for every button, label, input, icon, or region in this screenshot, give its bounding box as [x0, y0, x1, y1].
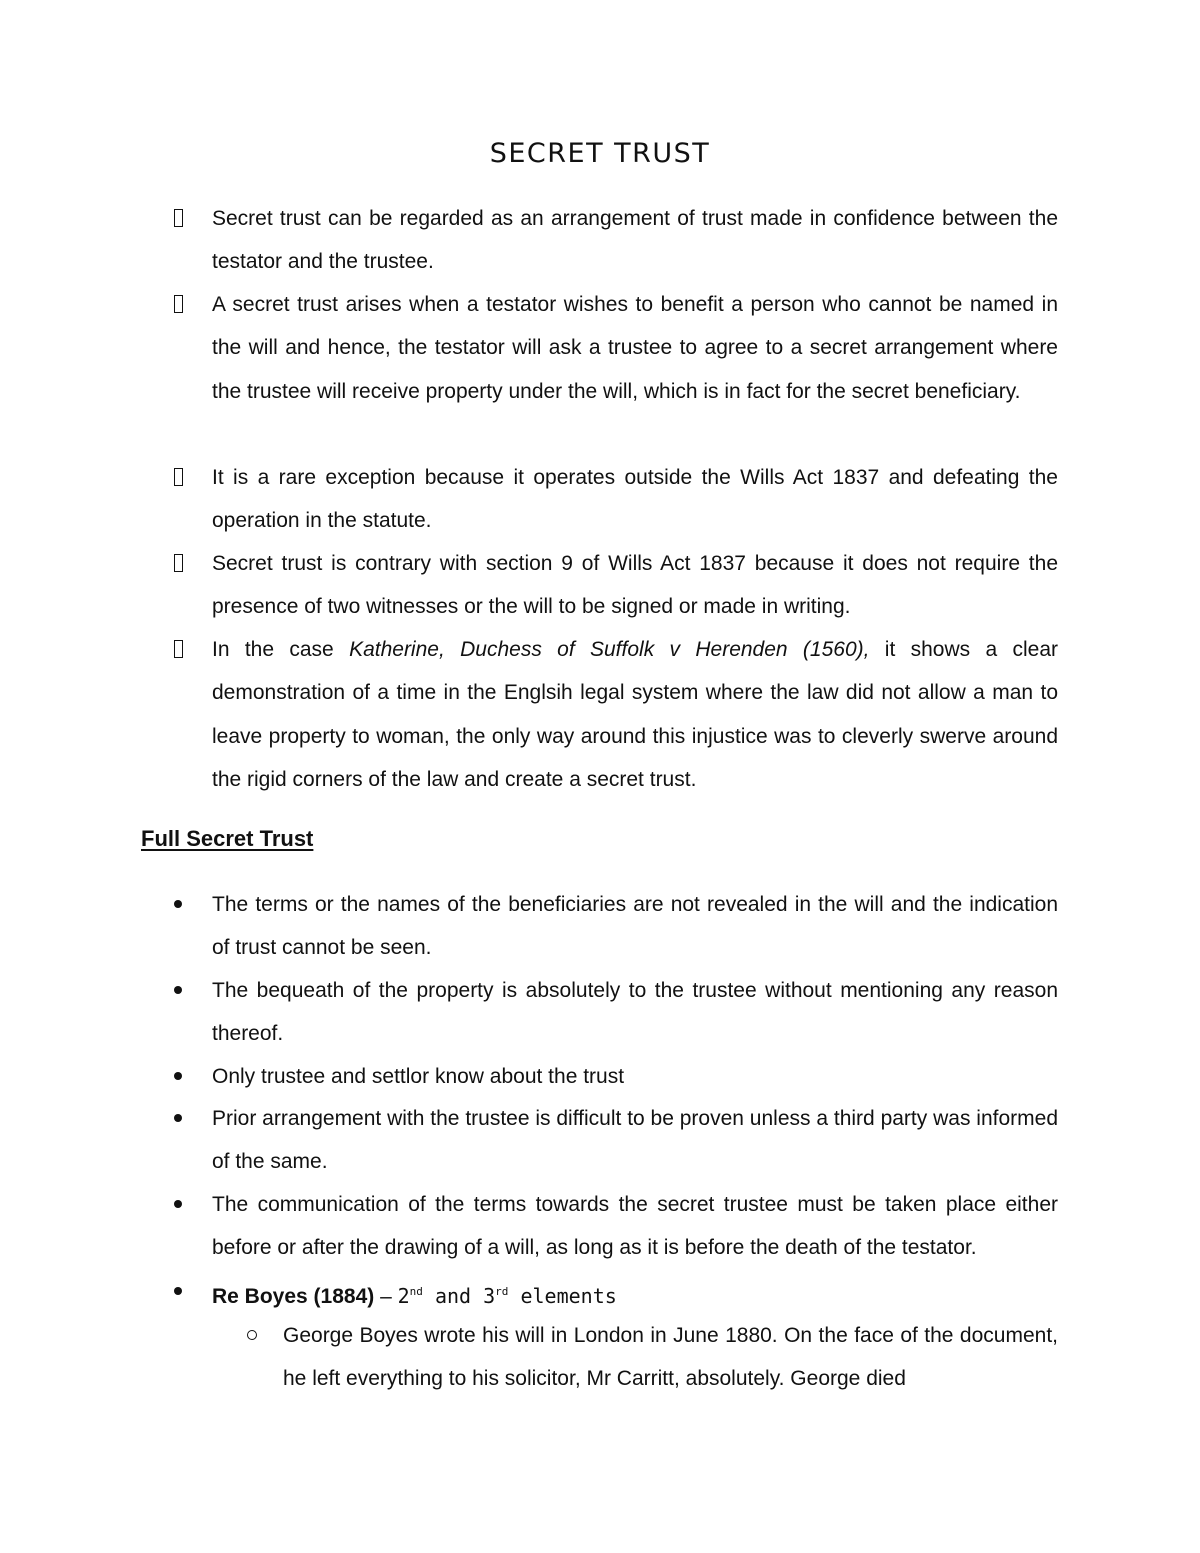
- re-boyes-mid: and 3: [422, 1284, 496, 1308]
- case-bullet-after: it shows a clear demonstration of a time in the Englsih legal system where the law did not allow a man to leave property to woman, the only way around this injustice was to cleverly swerve around the rigid corners of the law and create a secret trust.: [212, 638, 1058, 791]
- full-bullet-text: Prior arrangement with the trustee is difficult to be proven unless a third party was informed of the same.: [212, 1107, 1058, 1174]
- full-bullet-3: [212, 1055, 1058, 1098]
- re-boyes-sup2: rd: [495, 1285, 509, 1298]
- intro-bullet-5: [212, 628, 1058, 801]
- intro-bullet-1: [212, 197, 1058, 284]
- full-bullet-text: The bequeath of the property is absolutely to the trustee without mentioning any reason thereof.: [212, 979, 1058, 1046]
- intro-bullet-3: [212, 456, 1058, 543]
- missing-glyph-bullet-icon: [174, 628, 183, 671]
- intro-bullet-text: Secret trust is contrary with section 9 of Wills Act 1837 because it does not require the presence of two witnesses or the will to be signed or made in writing.: [212, 552, 1058, 619]
- re-boyes-line: [212, 1270, 1058, 1318]
- bullet-dot-icon: [174, 883, 182, 926]
- intro-bullet-2: [212, 283, 1058, 413]
- bullet-dot-icon: [174, 969, 182, 1012]
- missing-glyph-bullet-icon: [174, 456, 183, 499]
- page-title: SECRET TRUST: [489, 138, 711, 169]
- full-bullet-1: [212, 883, 1058, 970]
- full-bullet-text: Only trustee and settlor know about the trust: [212, 1065, 625, 1088]
- case-name: Katherine, Duchess of Suffolk v Herenden (1560),: [349, 638, 870, 661]
- full-bullet-4: [212, 1097, 1058, 1184]
- case-bullet-before: In the case: [212, 638, 350, 661]
- missing-glyph-bullet-icon: [174, 197, 183, 240]
- bullet-dot-icon: [174, 1097, 182, 1140]
- bullet-circle-icon: [247, 1314, 257, 1357]
- section-heading: Full Secret Trust: [141, 826, 314, 851]
- full-bullet-text: The terms or the names of the beneficiaries are not revealed in the will and the indication of trust cannot be seen.: [212, 893, 1058, 960]
- full-bullet-6: [212, 1270, 1058, 1318]
- re-boyes-tail: elements: [508, 1284, 617, 1308]
- sub-bullet-text: George Boyes wrote his will in London in June 1880. On the face of the document, he left everything to his solicitor, Mr Carritt, absolutely. George died: [283, 1324, 1058, 1391]
- bullet-dot-icon: [174, 1055, 182, 1098]
- sub-bullet: [283, 1314, 1058, 1401]
- full-bullet-text: The communication of the terms towards the secret trustee must be taken place either before or after the drawing of a will, as long as it is before the death of the testator.: [212, 1193, 1058, 1260]
- intro-bullet-text: It is a rare exception because it operates outside the Wills Act 1837 and defeating the operation in the statute.: [212, 466, 1058, 533]
- re-boyes-case: Re Boyes (1884): [212, 1285, 375, 1308]
- re-boyes-elements: [398, 1284, 617, 1308]
- re-boyes-sup1: nd: [409, 1285, 423, 1298]
- bullet-dot-icon: [174, 1270, 182, 1313]
- intro-bullet-4: [212, 542, 1058, 629]
- full-bullet-5: [212, 1183, 1058, 1270]
- full-bullet-2: [212, 969, 1058, 1056]
- re-boyes-num1: 2: [397, 1284, 410, 1308]
- re-boyes-dash: –: [374, 1285, 398, 1308]
- case-bullet-text: [212, 628, 1058, 801]
- missing-glyph-bullet-icon: [174, 283, 183, 326]
- missing-glyph-bullet-icon: [174, 542, 183, 585]
- intro-bullet-text: Secret trust can be regarded as an arrangement of trust made in confidence between the testator and the trustee.: [212, 207, 1058, 274]
- bullet-dot-icon: [174, 1183, 182, 1226]
- intro-bullet-text: A secret trust arises when a testator wishes to benefit a person who cannot be named in the will and hence, the testator will ask a trustee to agree to a secret arrangement where the trustee will receive property under the will, which is in fact for the secret beneficiary.: [212, 293, 1058, 403]
